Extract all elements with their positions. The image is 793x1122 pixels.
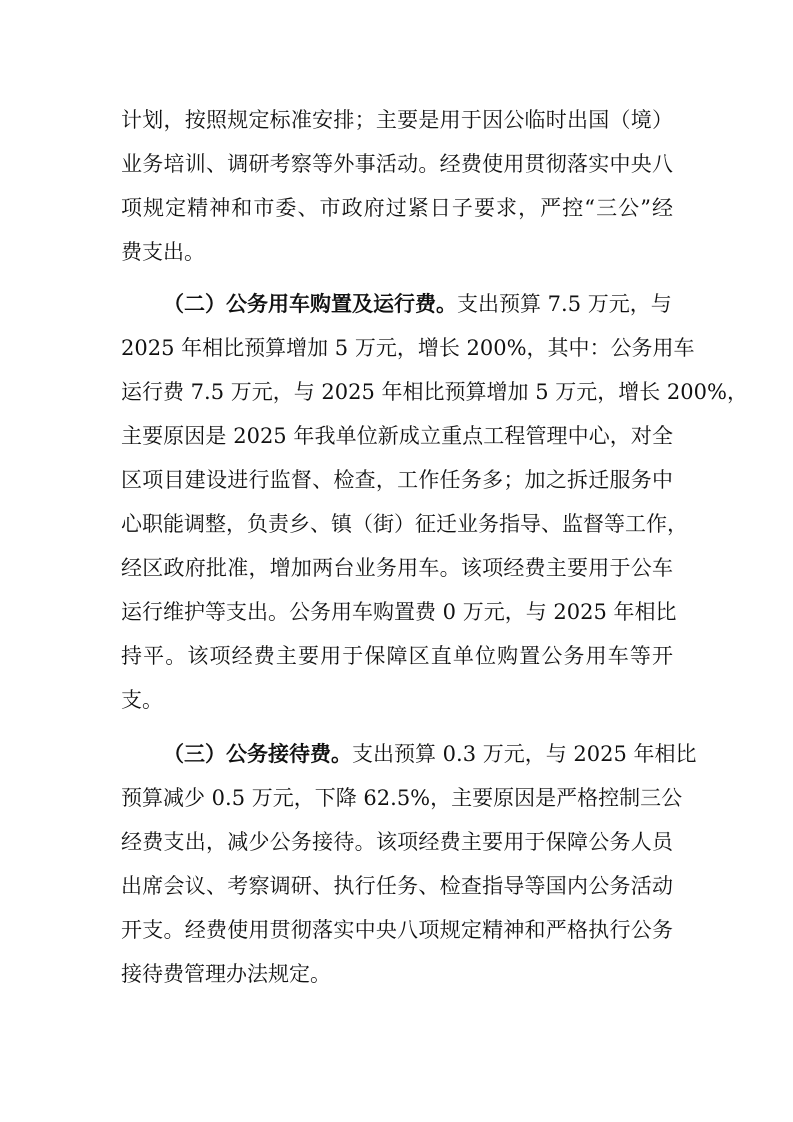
paragraph-2-line-6: 心职能调整，负责乡、镇（街）征迁业务指导、监督等工作， (121, 512, 688, 536)
paragraph-1-line-1: 计划，按照规定标准安排；主要是用于因公临时出国（境） (121, 108, 673, 132)
paragraph-2-line-9: 持平。该项经费主要用于保障区直单位购置公务用车等开 (121, 644, 673, 668)
paragraph-3-line-5: 开支。经费使用贯彻落实中央八项规定精神和严格执行公务 (121, 918, 673, 942)
paragraph-2-line-5: 区项目建设进行监督、检查，工作任务多；加之拆迁服务中 (121, 468, 673, 492)
paragraph-1-line-3: 项规定精神和市委、市政府过紧日子要求，严控“三公”经 (121, 196, 673, 220)
paragraph-2-line-3: 运行费 7.5 万元，与 2025 年相比预算增加 5 万元，增长 200%， (121, 380, 748, 404)
paragraph-2-line-10: 支。 (121, 688, 163, 712)
paragraph-1-line-2: 业务培训、调研考察等外事活动。经费使用贯彻落实中央八 (121, 152, 673, 176)
paragraph-3-line-2: 预算减少 0.5 万元，下降 62.5%，主要原因是严格控制三公 (121, 786, 683, 810)
paragraph-3-line-4: 出席会议、考察调研、执行任务、检查指导等国内公务活动 (121, 874, 673, 898)
paragraph-2-heading: （二）公务用车购置及运行费。 (163, 292, 457, 316)
paragraph-3-first-line-text: 支出预算 0.3 万元，与 2025 年相比 (352, 742, 697, 766)
paragraph-2-line-8: 运行维护等支出。公务用车购置费 0 万元，与 2025 年相比 (121, 600, 677, 624)
paragraph-2-line-7: 经区政府批准，增加两台业务用车。该项经费主要用于公车 (121, 556, 673, 580)
paragraph-2-first-line (121, 284, 673, 324)
paragraph-2-first-line-text: 支出预算 7.5 万元，与 (457, 292, 672, 316)
paragraph-3-first-line (121, 734, 697, 774)
paragraph-2-line-2: 2025 年相比预算增加 5 万元，增长 200%，其中：公务用车 (121, 336, 695, 360)
paragraph-3-line-3: 经费支出，减少公务接待。该项经费主要用于保障公务人员 (121, 830, 673, 854)
paragraph-3-heading: （三）公务接待费。 (163, 742, 352, 766)
paragraph-3-line-6: 接待费管理办法规定。 (121, 962, 331, 986)
paragraph-2-line-4: 主要原因是 2025 年我单位新成立重点工程管理中心，对全 (121, 424, 673, 448)
paragraph-1-line-4: 费支出。 (121, 240, 205, 264)
